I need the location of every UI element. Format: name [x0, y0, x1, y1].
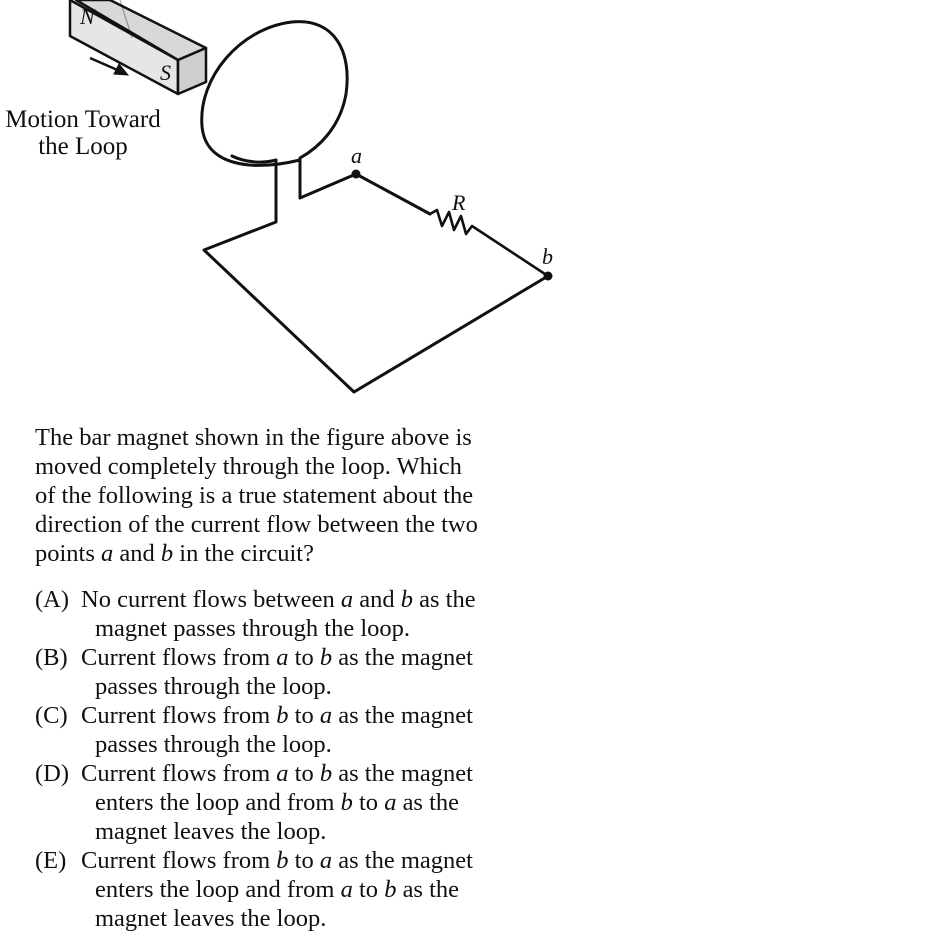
choice-line: magnet leaves the loop. — [95, 905, 327, 932]
choice-line: Current flows from b to a as the magnet — [81, 847, 473, 874]
choice-a[interactable] — [35, 585, 595, 643]
question-line: moved completely through the loop. Which — [35, 453, 462, 480]
point-a-label: a — [351, 143, 362, 168]
resistor — [430, 210, 548, 276]
motion-label — [0, 106, 166, 160]
q-text: and — [113, 540, 161, 567]
point-b-dot — [544, 272, 553, 281]
loop-neck-left — [232, 156, 276, 162]
q-text: points — [35, 540, 102, 567]
choice-letter: (B) — [35, 644, 68, 671]
point-a-dot — [352, 170, 361, 179]
choice-line: enters the loop and from b to a as the — [95, 789, 460, 816]
choice-e[interactable] — [35, 846, 595, 933]
question-line — [35, 539, 595, 568]
choice-line: Current flows from b to a as the magnet — [81, 702, 473, 729]
choice-line: enters the loop and from a to b as the — [95, 876, 460, 903]
choice-line: Current flows from a to b as the magnet — [81, 644, 473, 671]
choice-c[interactable] — [35, 701, 595, 759]
choice-line: passes through the loop. — [95, 731, 332, 758]
answer-choices — [35, 585, 595, 933]
question-line: direction of the current flow between the two — [35, 511, 478, 538]
choice-letter: (C) — [35, 702, 68, 729]
q-var-a: a — [101, 540, 114, 567]
choice-line: No current flows between a and b as the — [81, 586, 476, 613]
loop-wire — [202, 22, 430, 214]
circuit-figure — [0, 0, 938, 410]
motion-label-line-1: Motion Toward — [5, 106, 161, 133]
question-line: The bar magnet shown in the figure above is — [35, 424, 472, 451]
choice-letter: (E) — [35, 847, 67, 874]
choice-line: magnet leaves the loop. — [95, 818, 327, 845]
choice-line: passes through the loop. — [95, 673, 332, 700]
choice-letter: (A) — [35, 586, 70, 613]
choice-letter: (D) — [35, 760, 70, 787]
choice-d[interactable] — [35, 759, 595, 846]
point-b-label: b — [542, 244, 553, 269]
choice-b[interactable] — [35, 643, 595, 701]
choice-line: Current flows from a to b as the magnet — [81, 760, 473, 787]
q-var-b: b — [160, 540, 174, 567]
magnet-south-label: S — [160, 60, 171, 85]
question-line: of the following is a true statement about the — [35, 482, 474, 509]
magnet-north-label: N — [80, 4, 95, 29]
choice-line: magnet passes through the loop. — [95, 615, 411, 642]
motion-label-line-2: the Loop — [38, 133, 128, 160]
question-text — [35, 423, 595, 568]
loop-lower-stem — [204, 160, 548, 392]
resistor-label: R — [452, 190, 466, 215]
q-text: in the circuit? — [173, 540, 314, 567]
